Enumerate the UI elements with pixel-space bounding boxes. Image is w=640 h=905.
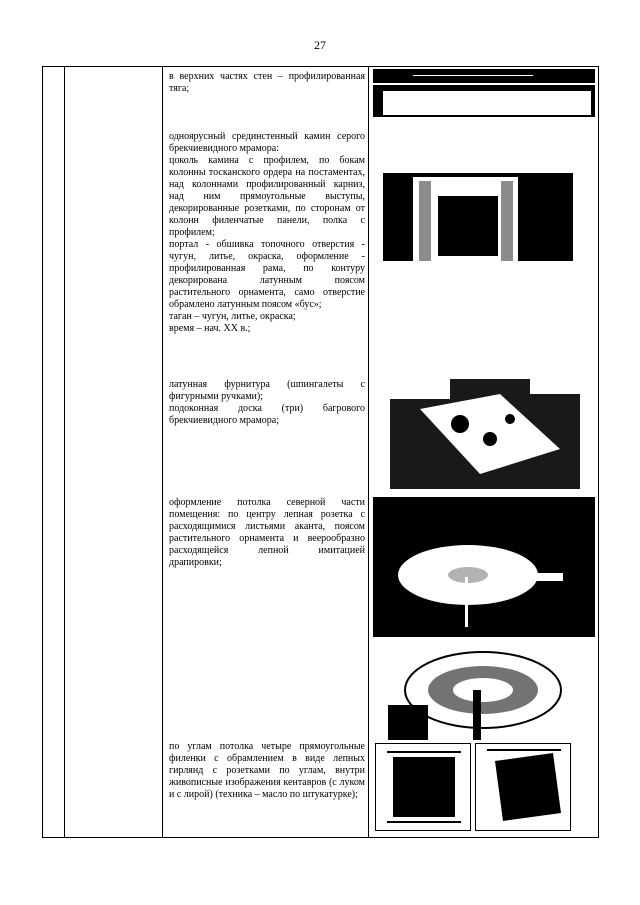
entry-paragraph: оформление потолка северной части помещения: по центру лепная розетка с расходящимися листьями аканта, поясом растительного орнамента и веерообразно расходящейся лепной имитацией драпировки; (169, 497, 365, 568)
fireplace-photo (383, 151, 573, 291)
ceiling-panel-photo-1 (375, 743, 471, 831)
window-sill-photo (390, 379, 580, 489)
column-divider (162, 67, 163, 837)
entry-paragraph: латунная фурнитура (шпингалеты с фигурными ручками); (169, 379, 365, 402)
entry-paragraph: по углам потолка четыре прямоугольные филенки с обрамлением в виде лепных гирлянд с розетками по углам, внутри живописные изображения кентавров (с луком и с лирой) (техника – масло по штукатурке); (169, 741, 365, 800)
column-divider (64, 67, 65, 837)
ceiling-rosette-photo (373, 497, 595, 637)
entry-paragraph: цоколь камина с профилем, по бокам колонны тосканского ордера на постаментах, над колоннами профилированный карниз, над ним прямоугольные выступы, декорированные розетками, по сторонам от колонн филенчатые панели, полка с профилем; (169, 155, 365, 238)
entry-paragraph: время – нач. XX в.; (169, 323, 251, 334)
entry-wall-profile (169, 71, 365, 95)
ceiling-rosette-detail-photo (388, 645, 573, 740)
ceiling-panel-photo-2 (475, 743, 571, 831)
entry-ceiling-panels (169, 741, 365, 801)
entry-ceiling-north (169, 497, 365, 569)
inventory-table (42, 66, 599, 838)
entry-paragraph: одноярусный срединстенный камин серого брекчиевидного мрамора: (169, 131, 365, 154)
column-divider (368, 67, 369, 837)
entry-paragraph: портал - обшивка топочного отверстия - чугун, литье, окраска, оформление - профилированная рама, по контуру декорирована латунным поясом растительного орнамента, само отверстие обрамлено латунным поясом «бус»; (169, 239, 365, 310)
page-number: 27 (314, 38, 326, 52)
wall-profile-photo (373, 69, 595, 117)
entry-fireplace (169, 131, 365, 335)
entry-paragraph: таган – чугун, литье, окраска; (169, 311, 296, 322)
entry-hardware (169, 379, 365, 427)
entry-paragraph: подоконная доска (три) багрового брекчиевидного мрамора; (169, 403, 365, 426)
entry-paragraph: в верхних частях стен – профилированная тяга; (169, 71, 365, 94)
